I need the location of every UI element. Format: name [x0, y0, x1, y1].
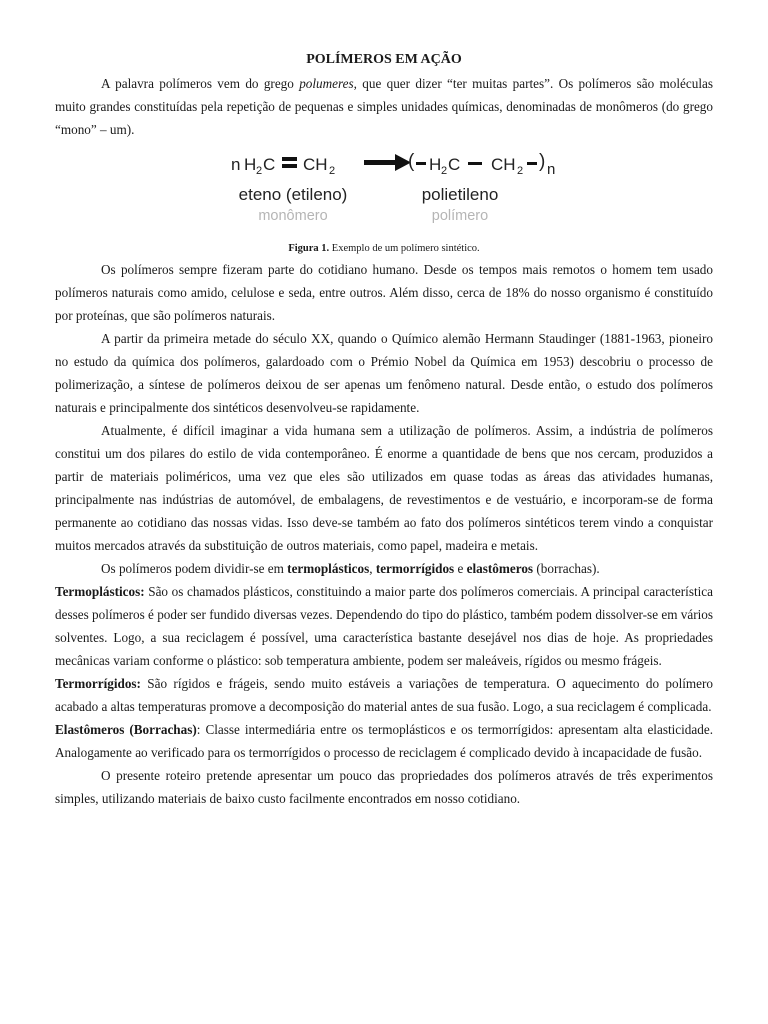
polymer-bond-right [527, 162, 537, 165]
termorrigidos-heading: Termorrígidos: [55, 676, 141, 691]
classification-text-start: Os polímeros podem dividir-se em [101, 561, 288, 576]
intro-paragraph [55, 72, 713, 141]
figure-caption [55, 241, 713, 257]
polymer-n-suffix: n [547, 161, 556, 178]
paragraph-staudinger: A partir da primeira metade do século XX, quando o Químico alemão Hermann Staudinger (1881-1963, pioneiro no estudo da química dos polímeros, galardoado com o Prémio Nobel da Química em 1953) descobriu o processo de polimerização, a síntese de polímeros deixou de ser apenas um fenômeno natural. Desde então, o estudo dos polímeros naturais e principalmente dos sintéticos desenvolveu-se rapidamente. [55, 331, 713, 415]
termorrigidos-text: São rígidos e frágeis, sendo muito estáveis a variações de temperatura. O aquecimento do polímero acabado a altas temperaturas promove a decomposição do material antes de sua fusão. Logo, a sua reciclagem é complicada. [55, 676, 713, 714]
polymer-sublabel: polímero [431, 208, 489, 224]
polymer-sub2: 2 [441, 165, 448, 177]
term-termoplasticos: termoplásticos [287, 561, 370, 576]
paragraph-industry: Atualmente, é difícil imaginar a vida humana sem a utilização de polímeros. Assim, a indústria de polímeros constitui um dos pilares do estilo de vida contemporâneo. É enorme a quantidade de bens que nos cercam, produzidos a partir de materiais poliméricos, uma vez que eles são utilizados em quase todas as áreas das atividades humanas, principalmente nas indústrias de automóvel, de embalagens, de revestimentos e de vestuário, e incorporam-se de forma permanente ao cotidiano das nossas vidas. Isso deve-se também ao fato dos polímeros sintéticos terem vindo a conquistar muitos mercados através da substituição de outros materiais, como papel, madeira e metais. [55, 423, 713, 553]
figure-caption-label: Figura 1. [288, 243, 330, 254]
paragraph-termoplasticos [55, 580, 713, 672]
intro-text-end: , que quer dizer “ter muitas partes”. Os polímeros são moléculas muito grandes constituídas pela repetição de pequenas e simples unidades químicas, denominadas de monômeros (do grego “mono” – um). [55, 76, 713, 137]
polymer-figure [55, 143, 713, 241]
monomer-label: eteno (etileno) [238, 185, 348, 204]
formula-n-prefix: n [231, 155, 241, 174]
classification-separator-1: , [369, 561, 376, 576]
classification-text-end: (borrachas). [533, 561, 600, 576]
polymer-paren-open: ( [408, 151, 415, 172]
intro-text-start: A palavra polímeros vem do grego [101, 76, 300, 91]
double-bond-top [282, 157, 297, 161]
reaction-arrow-shaft [364, 160, 398, 165]
term-termorrigidos: termorrígidos [375, 561, 455, 576]
formula-h: H [244, 155, 257, 174]
polymer-h: H [429, 155, 442, 174]
document-title: POLÍMEROS EM AÇÃO [306, 52, 462, 67]
paragraph-classification [55, 557, 713, 580]
formula-sub2: 2 [256, 165, 263, 177]
paragraph-elastomeros [55, 718, 713, 764]
monomer-sublabel: monômero [258, 208, 328, 224]
intro-term: polumeres [299, 76, 354, 91]
paragraph-history: Os polímeros sempre fizeram parte do cotidiano humano. Desde os tempos mais remotos o homem tem usado polímeros naturais como amido, celulose e seda, entre outros. Além disso, cerca de 18% do nosso organismo é constituído por proteínas, que são polímeros naturais. [55, 262, 713, 323]
polymer-sub2b: 2 [517, 165, 524, 177]
formula-c: C [263, 155, 276, 174]
polymer-bond-left [416, 162, 426, 165]
elastomeros-heading: Elastômeros (Borrachas) [55, 722, 197, 737]
paragraph-termorrigidos [55, 672, 713, 718]
termoplasticos-heading: Termoplásticos: [55, 584, 145, 599]
polymerization-diagram [55, 143, 713, 241]
figure-caption-text: Exemplo de um polímero sintético. [329, 243, 480, 254]
polymer-label: polietileno [421, 185, 499, 204]
classification-separator-2: e [454, 561, 467, 576]
polymer-ch: CH [491, 155, 516, 174]
formula-sub2b: 2 [329, 165, 336, 177]
term-elastomeros: elastômeros [466, 561, 534, 576]
polymer-c: C [448, 155, 461, 174]
paragraph-conclusion: O presente roteiro pretende apresentar um pouco das propriedades dos polímeros através de três experimentos simples, utilizando materiais de baixo custo facilmente encontrados em nosso cotidiano. [55, 768, 713, 806]
formula-ch: CH [303, 155, 328, 174]
polymer-paren-close: ) [539, 151, 546, 172]
elastomeros-text: : Classe intermediária entre os termoplásticos e os termorrígidos: apresentam alta elasticidade. Analogamente ao verificado para os termorrígidos o processo de reciclagem é complicado devido à incapacidade de fusão. [55, 722, 713, 760]
polymer-single-bond [468, 162, 482, 165]
double-bond-bottom [282, 164, 297, 168]
termoplasticos-text: São os chamados plásticos, constituindo a maior parte dos polímeros comerciais. A principal característica desses polímeros é poder ser fundido diversas vezes. Dependendo do tipo do plástico, também podem dissolver-se em vários solventes. Logo, a sua reciclagem é possível, uma característica bastante desejável nos dias de hoje. As propriedades mecânicas variam conforme o plástico: sob temperatura ambiente, podem ser maleáveis, rígidos ou mesmo frágeis. [55, 584, 713, 668]
